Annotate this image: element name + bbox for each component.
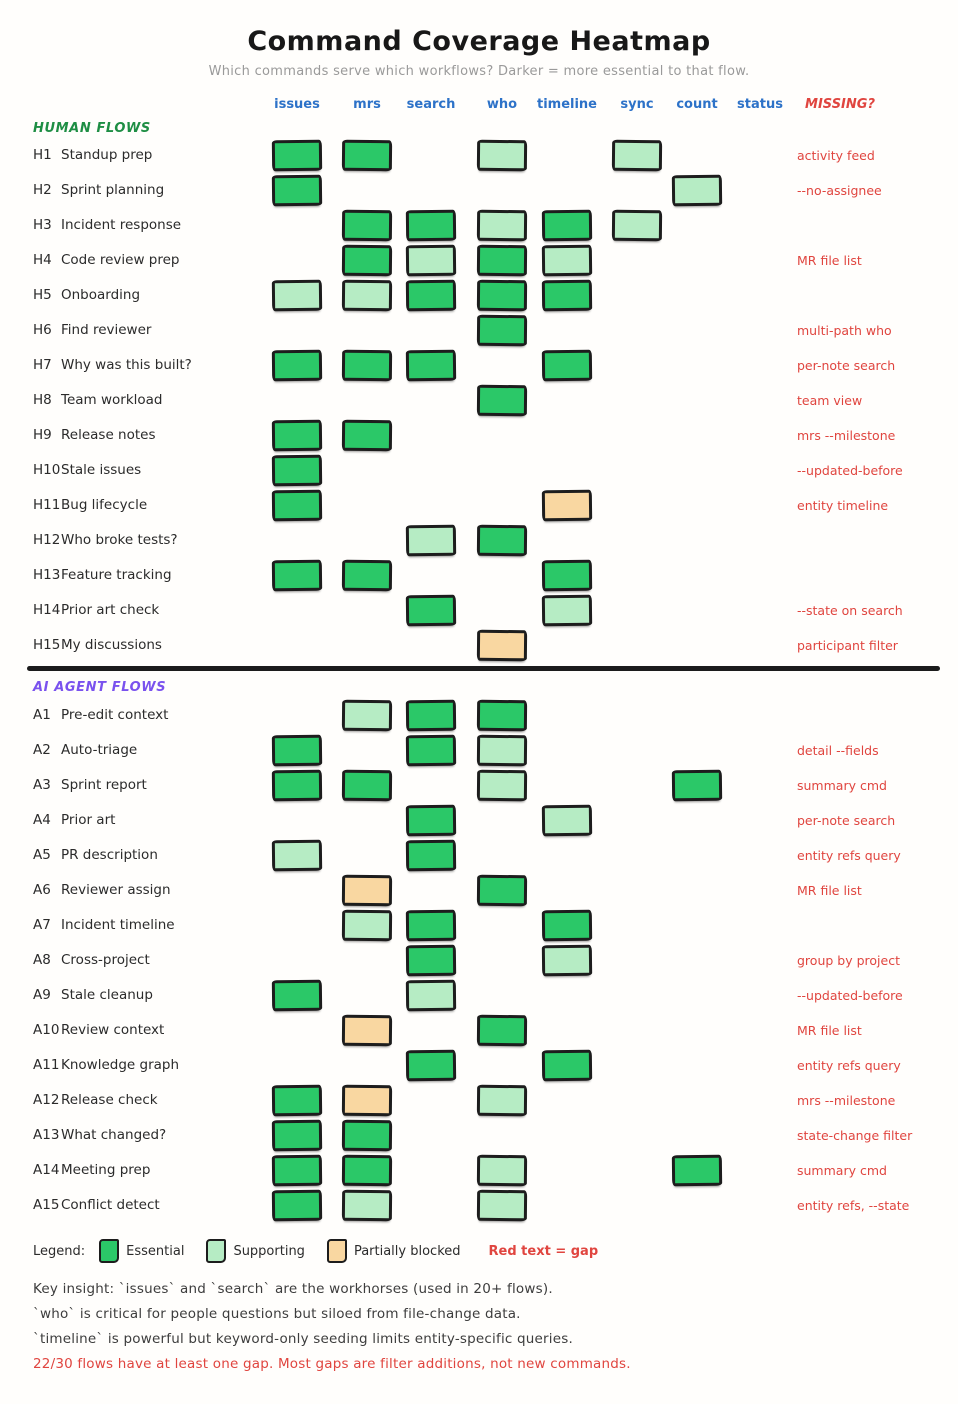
heatmap-cell: [477, 700, 527, 732]
heatmap-cell: [272, 770, 322, 802]
flow-missing-label: MR file list: [797, 883, 862, 898]
flow-id: H3: [33, 217, 52, 233]
insight-line: `who` is critical for people questions but siloed from file-change data.: [33, 1306, 521, 1322]
flow-label: Cross-project: [61, 952, 150, 968]
heatmap-cell: [477, 525, 527, 557]
column-header-count: count: [676, 97, 718, 112]
heatmap-cell: [672, 175, 722, 207]
heatmap-cell: [272, 280, 322, 312]
flow-row-A8: [0, 943, 958, 978]
flow-label: Sprint planning: [61, 182, 165, 198]
flow-missing-label: entity refs query: [797, 1058, 901, 1073]
legend-item-label: Partially blocked: [353, 1243, 461, 1259]
legend-item-label: Supporting: [233, 1243, 305, 1259]
heatmap-cell: [272, 1120, 322, 1152]
key-insights: [33, 1277, 631, 1377]
flow-label: Standup prep: [61, 147, 153, 163]
heatmap-cell: [406, 945, 456, 977]
flow-row-A14: [0, 1153, 958, 1188]
flow-missing-label: multi-path who: [797, 323, 892, 338]
insight-line: `timeline` is powerful but keyword-only seeding limits entity-specific queries.: [33, 1331, 573, 1347]
section-label: AI AGENT FLOWS: [33, 680, 167, 695]
flow-row-A11: [0, 1048, 958, 1083]
flow-id: H8: [33, 392, 52, 408]
flow-label: Incident response: [61, 217, 182, 233]
flow-label: Release check: [61, 1092, 158, 1108]
flow-label: Team workload: [61, 392, 163, 408]
heatmap-cell: [612, 210, 662, 242]
heatmap-cell: [272, 490, 322, 522]
heatmap-cell: [272, 1190, 322, 1222]
flow-id: H1: [33, 147, 52, 163]
heatmap-cell: [542, 805, 592, 837]
flow-label: Auto-triage: [61, 742, 138, 758]
heatmap-cell: [406, 210, 456, 242]
flow-row-A4: [0, 803, 958, 838]
flow-row-A1: [0, 698, 958, 733]
flow-row-H6: [0, 313, 958, 348]
heatmap-cell: [477, 735, 527, 767]
flow-id: A5: [33, 847, 51, 863]
column-header-mrs: mrs: [353, 97, 381, 112]
flow-row-H11: [0, 488, 958, 523]
flow-label: Prior art check: [61, 602, 160, 618]
flow-id: H7: [33, 357, 52, 373]
flow-missing-label: entity refs query: [797, 848, 901, 863]
heatmap-cell: [272, 735, 322, 767]
insight-line: 22/30 flows have at least one gap. Most gaps are filter additions, not new commands.: [33, 1356, 631, 1372]
flow-row-A15: [0, 1188, 958, 1223]
flow-id: H14: [33, 602, 61, 618]
heatmap-cell: [542, 595, 592, 627]
heatmap-cell: [406, 840, 456, 872]
heatmap-cell: [406, 1050, 456, 1082]
flow-row-H8: [0, 383, 958, 418]
heatmap-cell: [477, 1085, 527, 1117]
heatmap-cell: [342, 140, 392, 172]
heatmap-cell: [272, 1155, 322, 1187]
heatmap-cell: [406, 280, 456, 312]
flow-missing-label: summary cmd: [797, 778, 887, 793]
flow-row-H5: [0, 278, 958, 313]
flow-id: A9: [33, 987, 51, 1003]
heatmap-cell: [477, 245, 527, 277]
heatmap-cell: [542, 245, 592, 277]
heatmap-cell: [272, 560, 322, 592]
flow-label: Review context: [61, 1022, 165, 1038]
heatmap-cell: [342, 560, 392, 592]
flow-missing-label: participant filter: [797, 638, 898, 653]
heatmap-cell: [272, 840, 322, 872]
heatmap-cell: [272, 455, 322, 487]
flow-label: Reviewer assign: [61, 882, 171, 898]
flow-label: Code review prep: [61, 252, 180, 268]
flow-label: My discussions: [61, 637, 162, 653]
flow-id: A2: [33, 742, 51, 758]
flow-id: A8: [33, 952, 51, 968]
flow-id: A7: [33, 917, 51, 933]
flow-row-A9: [0, 978, 958, 1013]
heatmap-cell: [542, 945, 592, 977]
heatmap-cell: [272, 1085, 322, 1117]
heatmap-cell: [477, 770, 527, 802]
flow-missing-label: detail --fields: [797, 743, 879, 758]
heatmap-cell: [342, 280, 392, 312]
heatmap-cell: [672, 770, 722, 802]
flow-row-H1: [0, 138, 958, 173]
legend-title: Legend:: [33, 1243, 86, 1259]
flow-id: H9: [33, 427, 52, 443]
heatmap-cell: [542, 560, 592, 592]
heatmap-cell: [406, 980, 456, 1012]
heatmap-cell: [542, 490, 592, 522]
flow-row-A5: [0, 838, 958, 873]
heatmap-cell: [542, 280, 592, 312]
page-subtitle: Which commands serve which workflows? Darker = more essential to that flow.: [208, 64, 750, 79]
flow-id: H13: [33, 567, 61, 583]
flow-missing-label: summary cmd: [797, 1163, 887, 1178]
heatmap-cell: [342, 420, 392, 452]
essential-swatch-icon: [99, 1239, 119, 1263]
heatmap-cell: [477, 315, 527, 347]
flow-label: Sprint report: [61, 777, 147, 793]
flow-label: Bug lifecycle: [61, 497, 148, 513]
flow-missing-label: --updated-before: [797, 463, 903, 478]
flow-label: Feature tracking: [61, 567, 172, 583]
flow-label: Why was this built?: [61, 357, 192, 373]
flow-row-A6: [0, 873, 958, 908]
column-header-timeline: timeline: [536, 97, 598, 112]
heatmap-cell: [477, 140, 527, 172]
flow-id: H5: [33, 287, 52, 303]
legend-item-blocked: [327, 1239, 461, 1263]
flow-missing-label: entity timeline: [797, 498, 889, 513]
column-header-issues: issues: [274, 97, 320, 112]
heatmap-cell: [542, 910, 592, 942]
flow-id: A6: [33, 882, 51, 898]
flow-label: Find reviewer: [61, 322, 152, 338]
flow-id: A14: [33, 1162, 60, 1178]
flow-missing-label: state-change filter: [797, 1128, 913, 1143]
flow-label: Who broke tests?: [61, 532, 178, 548]
gap-note: Red text = gap: [488, 1243, 599, 1259]
flow-missing-label: --state on search: [797, 603, 903, 618]
flow-row-H14: [0, 593, 958, 628]
heatmap-cell: [542, 210, 592, 242]
flow-row-H15: [0, 628, 958, 663]
flow-row-H9: [0, 418, 958, 453]
flow-id: A12: [33, 1092, 60, 1108]
flow-row-H13: [0, 558, 958, 593]
heatmap-cell: [406, 595, 456, 627]
flow-id: A13: [33, 1127, 60, 1143]
section-label: HUMAN FLOWS: [33, 121, 151, 136]
flow-missing-label: --no-assignee: [797, 183, 882, 198]
supporting-swatch-icon: [206, 1239, 226, 1263]
heatmap-cell: [477, 210, 527, 242]
flow-row-H2: [0, 173, 958, 208]
heatmap-cell: [342, 350, 392, 382]
flow-label: Meeting prep: [61, 1162, 151, 1178]
heatmap-cell: [342, 1190, 392, 1222]
flow-id: H10: [33, 462, 61, 478]
column-header-status: status: [737, 97, 783, 112]
flow-row-A2: [0, 733, 958, 768]
flow-id: H4: [33, 252, 52, 268]
section-divider: [27, 666, 940, 671]
flow-missing-label: entity refs, --state: [797, 1198, 910, 1213]
flow-missing-label: mrs --milestone: [797, 1093, 896, 1108]
flow-id: A4: [33, 812, 51, 828]
flow-row-A10: [0, 1013, 958, 1048]
flow-id: H6: [33, 322, 52, 338]
heatmap-cell: [272, 350, 322, 382]
heatmap-cell: [477, 280, 527, 312]
flow-label: Stale issues: [61, 462, 142, 478]
heatmap-cell: [406, 735, 456, 767]
flow-label: Conflict detect: [61, 1197, 160, 1213]
heatmap-cell: [406, 245, 456, 277]
flow-id: A1: [33, 707, 51, 723]
heatmap-cell: [342, 1155, 392, 1187]
heatmap-cell: [477, 875, 527, 907]
heatmap-cell: [477, 630, 527, 662]
flow-row-A12: [0, 1083, 958, 1118]
heatmap-cell: [342, 910, 392, 942]
heatmap-cell: [542, 1050, 592, 1082]
flow-id: A15: [33, 1197, 60, 1213]
heatmap-cell: [342, 1120, 392, 1152]
column-header-search: search: [406, 97, 456, 112]
flow-label: PR description: [61, 847, 158, 863]
flow-missing-label: per-note search: [797, 813, 896, 828]
flow-row-H4: [0, 243, 958, 278]
flow-id: H2: [33, 182, 52, 198]
heatmap-cell: [477, 1190, 527, 1222]
flow-row-H3: [0, 208, 958, 243]
heatmap-cell: [272, 175, 322, 207]
flow-label: Onboarding: [61, 287, 141, 303]
legend-item-essential: [99, 1239, 184, 1263]
flow-missing-label: activity feed: [797, 148, 875, 163]
flow-row-H10: [0, 453, 958, 488]
flow-missing-label: MR file list: [797, 253, 862, 268]
flow-id: A10: [33, 1022, 60, 1038]
flow-missing-label: mrs --milestone: [797, 428, 896, 443]
flow-label: Pre-edit context: [61, 707, 169, 723]
heatmap-cell: [477, 1155, 527, 1187]
flow-row-A7: [0, 908, 958, 943]
flow-id: H12: [33, 532, 61, 548]
flow-label: What changed?: [61, 1127, 167, 1143]
flow-id: A3: [33, 777, 51, 793]
column-header-who: who: [486, 97, 518, 112]
heatmap-cell: [342, 770, 392, 802]
heatmap-cell: [406, 805, 456, 837]
page-title: Command Coverage Heatmap: [247, 26, 711, 57]
heatmap-cell: [342, 1015, 392, 1047]
flow-label: Knowledge graph: [61, 1057, 180, 1073]
legend-item-supporting: [206, 1239, 305, 1263]
flow-missing-label: group by project: [797, 953, 900, 968]
flow-row-A3: [0, 768, 958, 803]
flow-row-A13: [0, 1118, 958, 1153]
heatmap-cell: [406, 350, 456, 382]
missing-column-header: MISSING?: [805, 97, 875, 112]
heatmap-cell: [612, 140, 662, 172]
heatmap-cell: [342, 210, 392, 242]
flow-label: Prior art: [61, 812, 116, 828]
heatmap-cell: [272, 420, 322, 452]
flow-missing-label: --updated-before: [797, 988, 903, 1003]
heatmap-cell: [342, 700, 392, 732]
heatmap-cell: [272, 140, 322, 172]
heatmap-cell: [342, 245, 392, 277]
flow-label: Incident timeline: [61, 917, 175, 933]
heatmap-cell: [406, 700, 456, 732]
insight-line: Key insight: `issues` and `search` are the workhorses (used in 20+ flows).: [33, 1281, 553, 1297]
heatmap-cell: [272, 980, 322, 1012]
heatmap-cell: [342, 875, 392, 907]
heatmap-cell: [342, 1085, 392, 1117]
flow-label: Release notes: [61, 427, 156, 443]
heatmap-cell: [477, 1015, 527, 1047]
flow-label: Stale cleanup: [61, 987, 153, 1003]
heatmap-cell: [672, 1155, 722, 1187]
blocked-swatch-icon: [327, 1239, 347, 1263]
column-header-sync: sync: [620, 97, 654, 112]
flow-id: H15: [33, 637, 61, 653]
heatmap-cell: [406, 525, 456, 557]
flow-id: A11: [33, 1057, 60, 1073]
flow-row-H7: [0, 348, 958, 383]
flow-missing-label: MR file list: [797, 1023, 862, 1038]
flow-missing-label: per-note search: [797, 358, 896, 373]
heatmap-cell: [406, 910, 456, 942]
flow-row-H12: [0, 523, 958, 558]
heatmap-cell: [477, 385, 527, 417]
flow-id: H11: [33, 497, 61, 513]
heatmap-cell: [542, 350, 592, 382]
flow-missing-label: team view: [797, 393, 863, 408]
legend-item-label: Essential: [126, 1243, 185, 1259]
legend: [33, 1236, 598, 1266]
